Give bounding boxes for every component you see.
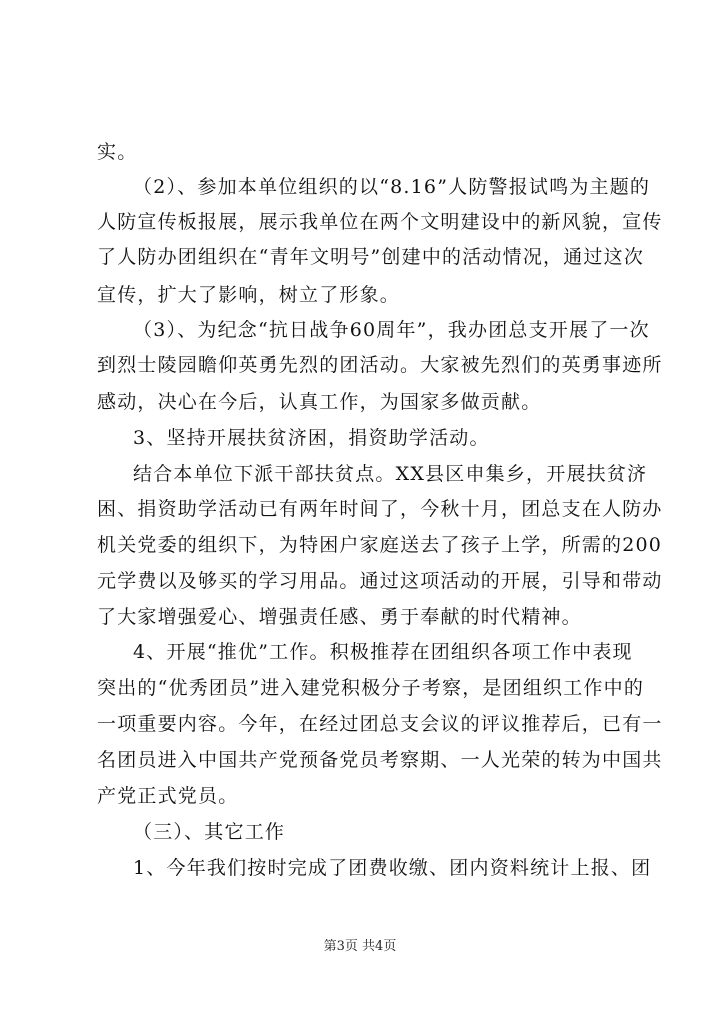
page-footer: 第3页 共4页 xyxy=(323,939,397,954)
text-line: 机关党委的组织下，为特困户家庭送去了孩子上学，所需的200 xyxy=(97,534,663,556)
text-line: 困、捐资助学活动已有两年时间了，今秋十月，团总支在人防办 xyxy=(97,498,663,520)
text-line: （2）、参加本单位组织的以“8.16”人防警报试鸣为主题的 xyxy=(133,176,651,198)
text-line: 一项重要内容。今年，在经过团总支会议的评议推荐后，已有一 xyxy=(97,713,663,735)
text-line: 感动，决心在今后，认真工作，为国家多做贡献。 xyxy=(97,391,542,413)
text-line: （三）、其它工作 xyxy=(133,821,286,843)
text-line: 元学费以及够买的学习用品。通过这项活动的开展，引导和带动 xyxy=(97,570,663,592)
text-line: 名团员进入中国共产党预备党员考察期、一人光荣的转为中国共 xyxy=(97,749,663,771)
text-line: 了人防办团组织在“青年文明号”创建中的活动情况，通过这次 xyxy=(97,246,645,268)
text-line: 4、开展“推优”工作。积极推荐在团组织各项工作中表现 xyxy=(133,641,633,663)
text-line: 人防宣传板报展，展示我单位在两个文明建设中的新风貌，宣传 xyxy=(97,211,663,233)
text-line: 到烈士陵园瞻仰英勇先烈的团活动。大家被先烈们的英勇事迹所 xyxy=(97,354,663,376)
text-line: （3）、为纪念“抗日战争60周年”，我办团总支开展了一次 xyxy=(133,319,650,341)
text-line: 1、今年我们按时完成了团费收缴、团内资料统计上报、团 xyxy=(133,857,652,879)
text-line: 实。 xyxy=(97,141,138,163)
text-line: 突出的“优秀团员”进入建党积极分子考察，是团组织工作中的 xyxy=(97,677,645,699)
text-line: 宣传，扩大了影响，树立了形象。 xyxy=(97,284,401,306)
text-line: 3、坚持开展扶贫济困，捐资助学活动。 xyxy=(133,427,490,449)
text-line: 结合本单位下派干部扶贫点。XX县区申集乡，开展扶贫济 xyxy=(133,463,648,485)
text-line: 产党正式党员。 xyxy=(97,785,239,807)
text-line: 了大家增强爱心、增强责任感、勇于奉献的时代精神。 xyxy=(97,606,582,628)
